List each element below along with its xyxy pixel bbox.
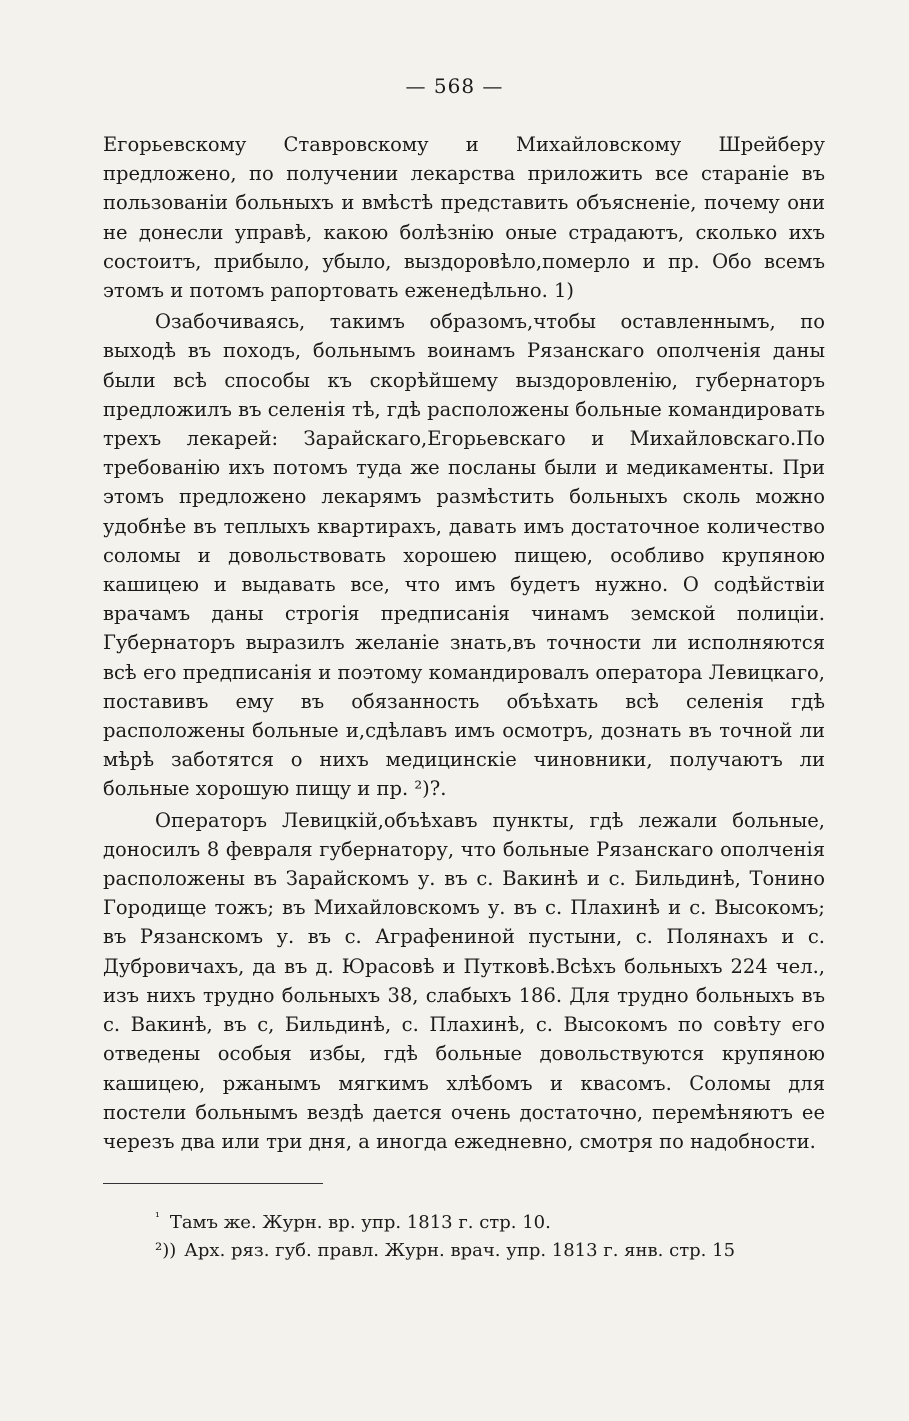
paragraph-1: Егорьевскому Ставровскому и Михайловскому Шрейберу предложено, по получении лекарства приложить все стараніе въ пользованіи больныхъ и вмѣстѣ представить объясненіе, почему они не донесли управѣ, какою болѣзнію оные страдаютъ, сколько ихъ состоитъ, прибыло, убыло, выздоровѣло,померло и пр. Обо всемъ этомъ и потомъ рапортовать еженедѣльно. 1) [103,133,825,303]
footnote-1-mark: ¹ [155,1210,160,1224]
footnote-1-text: Тамъ же. Журн. вр. упр. 1813 г. стр. 10. [169,1212,551,1233]
main-text [103,130,825,1156]
footnote-2 [155,1237,835,1265]
footnote-2-mark: ²)) [155,1240,177,1261]
footnotes [155,1203,835,1265]
page-number: — 568 — [405,74,504,98]
footnote-1 [155,1203,835,1237]
paragraph-3: Операторъ Левицкій,объѣхавъ пункты, гдѣ лежали больные, доносилъ 8 февраля губернатору, что больные Рязанскаго ополченія расположены въ Зарайскомъ у. въ с. Вакинѣ и с. Бильдинѣ, Тонино Городище тожъ; въ Михайловскомъ у. въ с. Плахинѣ и с. Высокомъ; въ Рязанскомъ у. въ с. Аграфениной пустыни, с. Полянахъ и с. Дубровичахъ, да въ д. Юрасовѣ и Путковѣ.Всѣхъ больныхъ 224 чел., изъ нихъ трудно больныхъ 38, слабыхъ 186. Для трудно больныхъ въ с. Вакинѣ, въ с, Бильдинѣ, с. Плахинѣ, с. Высокомъ по совѣту его отведены особыя избы, гдѣ больные довольствуются крупяною кашицею, ржанымъ мягкимъ хлѣбомъ и квасомъ. Соломы для постели больнымъ вездѣ дается очень достаточно, перемѣняютъ ее черезъ два или три дня, а иногда ежедневно, смотря по надобности. [103,808,825,1153]
footnote-divider [103,1183,323,1184]
paragraph-2: Озабочиваясь, такимъ образомъ,чтобы оставленнымъ, по выходѣ въ походъ, больнымъ воинамъ Рязанскаго ополченія даны были всѣ способы къ скорѣйшему выздоровленію, губернаторъ предложилъ въ селенія тѣ, гдѣ расположены больные командировать трехъ лекарей: Зарайскаго,Егорьевскаго и Михайловскаго.По требованію ихъ потомъ туда же посланы были и медикаменты. При этомъ предложено лекарямъ размѣстить больныхъ сколь можно удобнѣе въ теплыхъ квартирахъ, давать имъ достаточное количество соломы и довольствовать хорошею пищею, особливо крупяною кашицею и выдавать все, что имъ будетъ нужно. О содѣйствіи врачамъ даны строгія предписанія чинамъ земской полиціи. Губернаторъ выразилъ желаніе знать,въ точности ли исполняются всѣ его предписанія и поэтому командировалъ оператора Левицкаго, поставивъ ему въ обязанность объѣхать всѣ селенія гдѣ расположены больные и,сдѣлавъ имъ осмотръ, дознать въ точной ли мѣрѣ заботятся о нихъ медицинскіе чиновники, получаютъ ли больные хорошую пищу и пр. ²)?. [103,310,825,801]
footnote-2-text: Арх. ряз. губ. правл. Журн. врач. упр. 1813 г. янв. стр. 15 [184,1240,736,1261]
